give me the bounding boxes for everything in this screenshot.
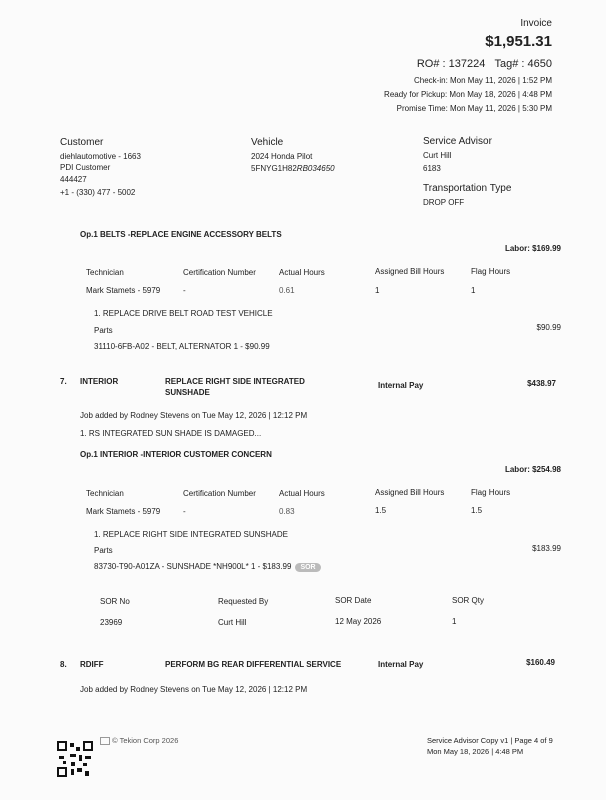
customer-id: 444427 (60, 175, 87, 184)
job7-cert: - (183, 507, 186, 516)
vin-suffix: RB034650 (296, 164, 335, 173)
sor-date: 12 May 2026 (335, 617, 382, 626)
job7-flag: 1.5 (471, 506, 483, 515)
invoice-title: Invoice (520, 18, 552, 29)
job7-col-actual: Actual Hours (279, 489, 325, 498)
op1-parts-total: $90.99 (536, 323, 561, 332)
job7-technician: Mark Stamets - 5979 (86, 507, 161, 516)
job7-parts-label: Parts (94, 546, 113, 555)
checkin-time: Check-in: Mon May 11, 2026 | 1:52 PM (414, 76, 552, 85)
customer-type: PDI Customer (60, 163, 111, 172)
op1-flag: 1 (471, 286, 476, 295)
job7-actual: 0.83 (279, 507, 295, 516)
advisor-heading: Service Advisor (423, 136, 492, 147)
op1-col-cert: Certification Number (183, 268, 256, 277)
ro-number: RO# : 137224 (416, 58, 486, 70)
job7-concern: 1. RS INTEGRATED SUN SHADE IS DAMAGED... (80, 429, 262, 438)
job7-assigned: 1.5 (375, 506, 387, 515)
job8-desc: PERFORM BG REAR DIFFERENTIAL SERVICE (165, 660, 342, 669)
customer-name: diehlautomotive - 1663 (60, 152, 141, 161)
op1-step: 1. REPLACE DRIVE BELT ROAD TEST VEHICLE (94, 309, 273, 318)
job7-step: 1. REPLACE RIGHT SIDE INTEGRATED SUNSHADE (94, 530, 288, 539)
invoice-amount: $1,951.31 (485, 33, 552, 50)
copyright-icon: © (112, 736, 118, 745)
op1-title-text: Op.1 BELTS -REPLACE ENGINE ACCESSORY BELTS (80, 230, 282, 239)
sor-col-no: SOR No (100, 597, 130, 606)
qr-code (57, 741, 93, 777)
job7-part: 83730-T90-A01ZA - SUNSHADE *NH900L* 1 - $183.99 (94, 562, 292, 571)
op1-cert: - (183, 286, 186, 295)
job8-code: RDIFF (80, 660, 104, 669)
job7-parts-total: $183.99 (532, 544, 561, 553)
advisor-id: 6183 (423, 164, 441, 173)
advisor-name: Curt Hill (423, 151, 452, 160)
sor-col-qty: SOR Qty (452, 596, 485, 605)
job7-col-cert: Certification Number (183, 489, 256, 498)
op1-labor: Labor: $169.99 (504, 244, 561, 253)
sor-qty: 1 (452, 617, 457, 626)
sor-requested-by: Curt Hill (218, 618, 247, 627)
transport-heading: Transportation Type (423, 183, 512, 194)
transport-type: DROP OFF (423, 198, 465, 207)
job8-number: 8. (60, 660, 67, 669)
job7-labor: Labor: $254.98 (504, 465, 561, 474)
job7-desc-line2: SUNSHADE (165, 388, 210, 397)
job7-col-assigned: Assigned Bill Hours (375, 488, 445, 497)
job7-added-by: Job added by Rodney Stevens on Tue May 12, 2026 | 12:12 PM (80, 411, 308, 420)
customer-phone: +1 - (330) 477 - 5002 (60, 188, 136, 197)
tekion-logo-icon (100, 737, 110, 745)
op1-col-assigned: Assigned Bill Hours (375, 267, 445, 276)
job8-amount: $160.49 (526, 658, 555, 667)
op1-assigned: 1 (375, 286, 380, 295)
job7-amount: $438.97 (527, 379, 556, 388)
sor-no: 23969 (100, 618, 123, 627)
sor-col-date: SOR Date (335, 596, 372, 605)
job7-number: 7. (60, 377, 67, 386)
vehicle-model: 2024 Honda Pilot (251, 152, 313, 161)
footer-brand (100, 736, 178, 745)
vehicle-heading: Vehicle (251, 137, 284, 148)
job7-desc-line1: REPLACE RIGHT SIDE INTEGRATED (165, 377, 305, 386)
job7-part-line (94, 562, 321, 572)
op1-col-technician: Technician (86, 268, 124, 277)
job7-op-title: Op.1 INTERIOR -INTERIOR CUSTOMER CONCERN (80, 450, 272, 459)
job7-col-flag: Flag Hours (471, 488, 511, 497)
job8-added-by: Job added by Rodney Stevens on Tue May 12, 2026 | 12:12 PM (80, 685, 308, 694)
footer-copy: Service Advisor Copy v1 | Page 4 of 9 (427, 736, 553, 745)
tag-number: Tag# : 4650 (494, 58, 552, 70)
pickup-time: Ready for Pickup: Mon May 18, 2026 | 4:48 PM (384, 90, 552, 99)
job8-pay-type: Internal Pay (378, 660, 424, 669)
vehicle-vin (251, 164, 335, 173)
op1-actual: 0.61 (279, 286, 295, 295)
sor-badge: SOR (295, 563, 320, 572)
sor-col-requested: Requested By (218, 597, 269, 606)
op1-title (80, 230, 282, 239)
ro-tag-line (417, 58, 552, 70)
footer-brand-text: Tekion Corp 2026 (119, 736, 179, 745)
job7-code: INTERIOR (80, 377, 119, 386)
op1-col-flag: Flag Hours (471, 267, 511, 276)
op1-col-actual: Actual Hours (279, 268, 325, 277)
job7-pay-type: Internal Pay (378, 381, 424, 390)
promise-time: Promise Time: Mon May 11, 2026 | 5:30 PM (396, 104, 552, 113)
op1-technician: Mark Stamets - 5979 (86, 286, 161, 295)
op1-parts-label: Parts (94, 326, 113, 335)
job7-col-technician: Technician (86, 489, 124, 498)
customer-heading: Customer (60, 137, 104, 148)
footer-date: Mon May 18, 2026 | 4:48 PM (427, 747, 524, 756)
op1-part: 31110-6FB-A02 - BELT, ALTERNATOR 1 - $90.99 (94, 342, 270, 351)
vin-prefix: 5FNYG1H82 (251, 164, 297, 173)
